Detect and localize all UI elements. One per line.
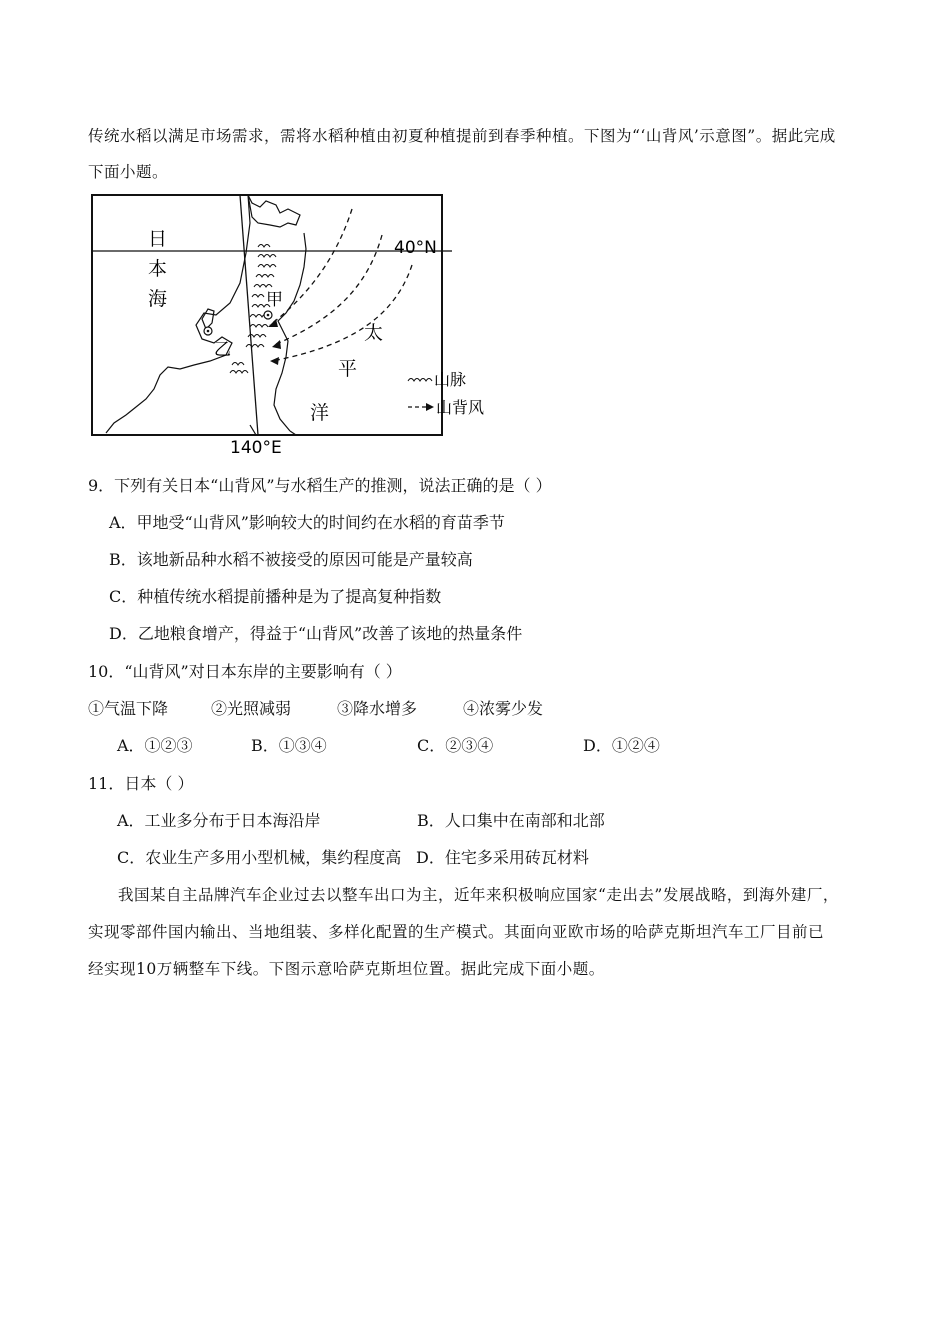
q9-stem: 9．下列有关日本“山背风”与水稻生产的推测，说法正确的是（ ） <box>88 476 552 495</box>
intro-text-line-2: 下面小题。 <box>88 163 169 181</box>
label-sea-char-3: 海 <box>148 288 168 310</box>
q11-option-a: A．工业多分布于日本海沿岸 <box>117 811 321 830</box>
hokkaido-coastline <box>248 195 300 227</box>
q9-option-c: C．种植传统水稻提前播种是为了提高复种指数 <box>109 587 442 606</box>
honshu-west-coastline <box>106 195 250 433</box>
intro2-text-line-1: 我国某自主品牌汽车企业过去以整车出口为主，近年来积极响应国家“走出去”发展战略，到海外建厂， <box>118 886 839 904</box>
label-ocean-char-3: 洋 <box>310 402 330 424</box>
q11-option-c: C．农业生产多用小型机械，集约程度高 <box>117 848 402 867</box>
q9-option-d: D．乙地粮食增产，得益于“山背风”改善了该地的热量条件 <box>109 624 523 643</box>
q10-item-2: ②光照减弱 <box>211 699 292 718</box>
label-sea-char-2: 本 <box>148 258 168 280</box>
intro2-text-line-3: 经实现10万辆整车下线。下图示意哈萨克斯坦位置。据此完成下面小题。 <box>88 960 605 978</box>
label-jia: 甲 <box>266 290 283 310</box>
q10-option-a: A．①②③ <box>117 736 193 755</box>
q11-stem: 11．日本（ ） <box>88 774 194 793</box>
label-yi: 乙 <box>214 340 231 360</box>
intro-text-line-1: 传统水稻以满足市场需求，需将水稻种植由初夏种植提前到春季种植。下图为“‘山背风’示意图”。据此完成 <box>88 127 836 145</box>
q10-item-3: ③降水增多 <box>337 699 418 718</box>
label-ocean-char-1: 太 <box>364 322 384 344</box>
legend-mountain-label: 山脉 <box>434 370 467 389</box>
sado-island <box>202 309 214 329</box>
q10-option-b: B．①③④ <box>251 736 327 755</box>
q10-item-1: ①气温下降 <box>88 699 169 718</box>
wind-arrowheads <box>268 319 281 365</box>
label-ocean-char-2: 平 <box>338 358 358 380</box>
q11-option-d: D．住宅多采用砖瓦材料 <box>416 848 589 867</box>
q10-option-c: C．②③④ <box>417 736 494 755</box>
q10-stem: 10．“山背风”对日本东岸的主要影响有（ ） <box>88 662 402 681</box>
q10-option-d: D．①②④ <box>583 736 660 755</box>
legend-wind-label: 山背风 <box>436 398 485 417</box>
legend-mountain-symbol <box>408 379 432 382</box>
q9-option-a: A．甲地受“山背风”影响较大的时间约在水稻的育苗季节 <box>109 513 505 532</box>
label-140e: 140°E <box>230 438 282 455</box>
label-sea-char-1: 日 <box>148 228 168 250</box>
mountain-wind-map <box>90 193 510 455</box>
intro2-text-line-2: 实现零部件国内输出、当地组装、多样化配置的生产模式。其面向亚欧市场的哈萨克斯坦汽车工厂目前已 <box>88 923 825 941</box>
q9-option-b: B．该地新品种水稻不被接受的原因可能是产量较高 <box>109 550 473 569</box>
q10-item-4: ④浓雾少发 <box>463 699 544 718</box>
label-40n: 40°N <box>394 238 437 258</box>
q11-option-b: B．人口集中在南部和北部 <box>417 811 605 830</box>
mountain-back-wind-arrows <box>270 209 412 361</box>
